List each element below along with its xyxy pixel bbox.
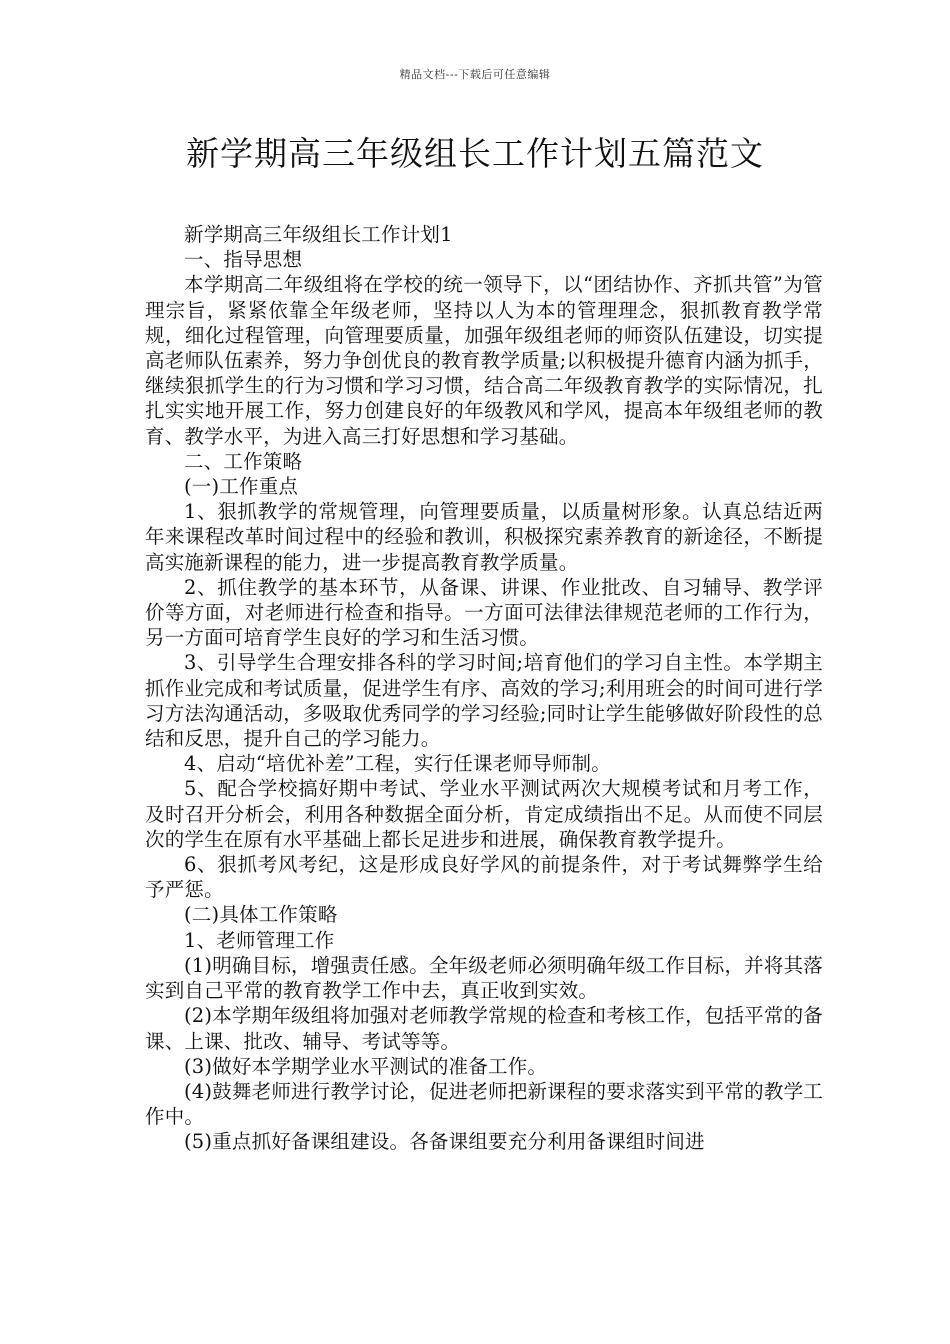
paragraph: (5)重点抓好备课组建设。各备课组要充分利用备课组时间进 (184, 1130, 705, 1154)
paragraph: 5、配合学校搞好期中考试、学业水平测试两次大规模考试和月考工作，及时召开分析会，利用各种数据全面分析，肯定成绩指出不足。从而使不同层次的学生在原有水平基础上都长足进步和进展，确保教育教学提升。 (145, 777, 823, 851)
header-note: 精品文档---下载后可任意编辑 (399, 68, 551, 81)
paragraph: (3)做好本学期学业水平测试的准备工作。 (184, 1054, 548, 1078)
document-title: 新学期高三年级组长工作计划五篇范文 (186, 134, 764, 173)
paragraph-heading: 二、工作策略 (184, 449, 303, 473)
paragraph: (2)本学期年级组将加强对老师教学常规的检查和考核工作，包括平常的备课、上课、批改、辅导、考试等等。 (145, 1004, 823, 1053)
paragraph-section-heading: 新学期高三年级组长工作计划1 (184, 223, 453, 246)
paragraph: 本学期高二年级组将在学校的统一领导下，以“团结协作、齐抓共管”为管理宗旨，紧紧依靠全年级老师，坚持以人为本的管理理念，狠抓教育教学常规，细化过程管理，向管理要质量，加强年级组老师的师资队伍建设，切实提高老师队伍素养，努力争创优良的教育教学质量;以积极提升德育内涵为抓手，继续狠抓学生的行为习惯和学习习惯，结合高二年级教育教学的实际情况，扎扎实实地开展工作，努力创建良好的年级教风和学风，提高本年级组老师的教育、教学水平，为进入高三打好思想和学习基础。 (145, 273, 823, 448)
document-body (145, 222, 823, 1155)
paragraph: (4)鼓舞老师进行教学讨论，促进老师把新课程的要求落实到平常的教学工作中。 (145, 1079, 823, 1129)
paragraph-heading: 1、老师管理工作 (184, 928, 335, 952)
paragraph: 6、狠抓考风考纪，这是形成良好学风的前提条件，对于考试舞弊学生给予严惩。 (145, 853, 823, 902)
paragraph: 2、抓住教学的基本环节，从备课、讲课、作业批改、自习辅导、教学评价等方面，对老师进行检查和指导。一方面可法律法律规范老师的工作行为，另一方面可培育学生良好的学习和生活习惯。 (145, 575, 823, 650)
paragraph: 1、狠抓教学的常规管理，向管理要质量，以质量树形象。认真总结近两年来课程改革时间过程中的经验和教训，积极探究素养教育的新途径，不断提高实施新课程的能力，进一步提高教育教学质量。 (145, 500, 823, 574)
paragraph: 3、引导学生合理安排各科的学习时间;培育他们的学习自主性。本学期主抓作业完成和考试质量，促进学生有序、高效的学习;利用班会的时间可进行学习方法沟通活动，多吸取优秀同学的学习经验;同时让学生能够做好阶段性的总结和反思，提升自己的学习能力。 (145, 651, 823, 751)
paragraph: 4、启动“培优补差”工程，实行任课老师导师制。 (184, 752, 611, 776)
paragraph-heading: 一、指导思想 (184, 248, 303, 272)
paragraph-heading: (二)具体工作策略 (184, 903, 338, 927)
paragraph-heading: (一)工作重点 (184, 475, 299, 499)
paragraph: (1)明确目标，增强责任感。全年级老师必须明确年级工作目标，并将其落实到自己平常的教育教学工作中去，真正收到实效。 (145, 953, 823, 1003)
